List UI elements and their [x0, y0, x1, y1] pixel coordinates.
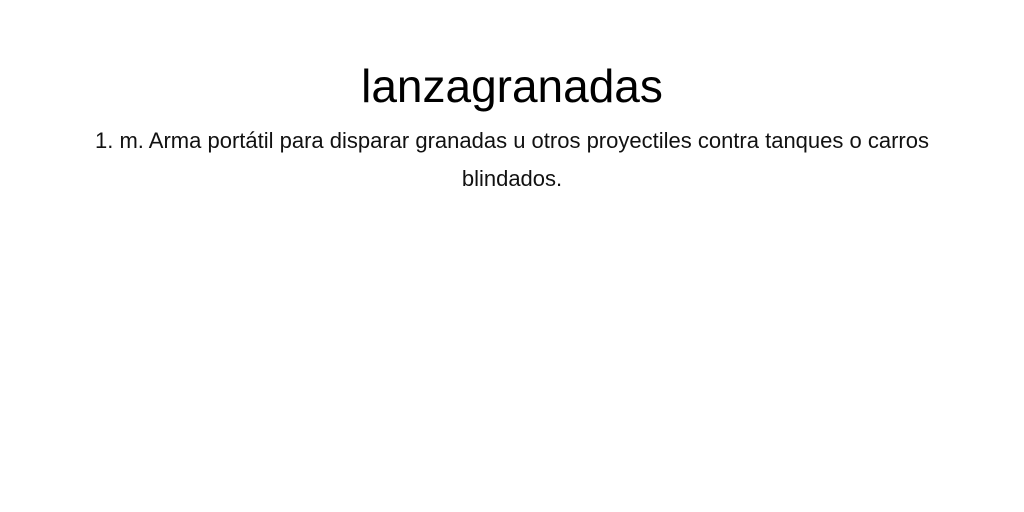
- definition: 1. m. Arma portátil para disparar granadas u otros proyectiles contra tanques o carros blindados.: [95, 128, 929, 191]
- headword: lanzagranadas: [361, 60, 663, 112]
